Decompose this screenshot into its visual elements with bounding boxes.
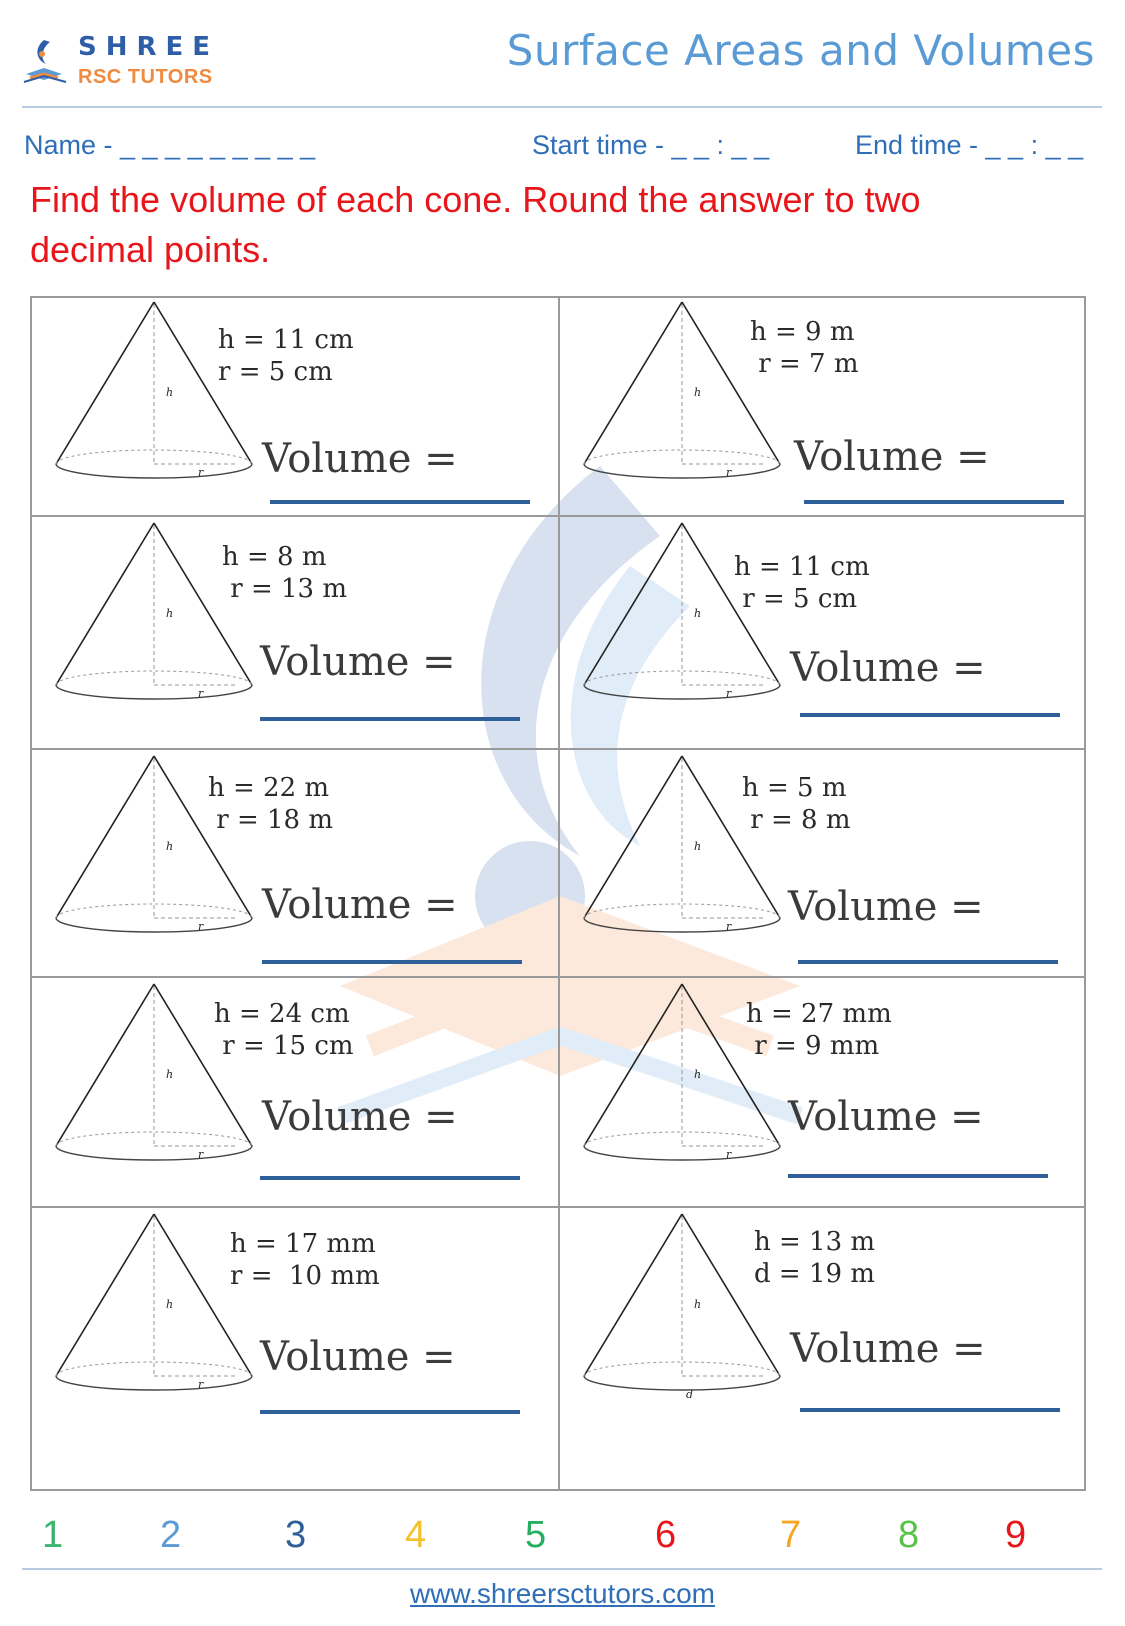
volume-label: Volume = xyxy=(790,1326,986,1372)
height-mark: h xyxy=(694,386,702,399)
cone-dimensions: h = 9 m r = 7 m xyxy=(750,317,859,379)
page-number-5: 5 xyxy=(525,1514,547,1556)
page-title: Surface Areas and Volumes xyxy=(506,26,1095,75)
cone-problem-6 xyxy=(558,750,1086,976)
cone-problem-8 xyxy=(558,978,1086,1206)
diameter-mark: d xyxy=(686,1388,694,1401)
cone-dimensions: h = 27 mm r = 9 mm xyxy=(746,999,892,1061)
answer-line[interactable] xyxy=(270,500,530,504)
height-mark: h xyxy=(694,840,702,853)
height-mark: h xyxy=(166,607,174,620)
height-mark: h xyxy=(166,840,174,853)
radius-mark: r xyxy=(198,920,204,933)
cone-problem-1 xyxy=(30,296,558,515)
cone-grid xyxy=(30,296,1086,1491)
answer-line[interactable] xyxy=(262,960,522,964)
answer-line[interactable] xyxy=(800,1408,1060,1412)
volume-label: Volume = xyxy=(262,436,458,482)
cone-dimensions: h = 11 cm r = 5 cm xyxy=(218,325,354,387)
cone-problem-3 xyxy=(30,517,558,748)
cone-problem-2 xyxy=(558,296,1086,515)
page-number-4: 4 xyxy=(405,1514,427,1556)
volume-label: Volume = xyxy=(794,434,990,480)
radius-mark: r xyxy=(726,920,732,933)
answer-line[interactable] xyxy=(260,717,520,721)
cone-dimensions: h = 24 cm r = 15 cm xyxy=(214,999,354,1061)
height-mark: h xyxy=(694,607,702,620)
answer-line[interactable] xyxy=(798,960,1058,964)
cone-dimensions: h = 13 m d = 19 m xyxy=(754,1227,876,1289)
volume-label: Volume = xyxy=(788,1094,984,1140)
cone-dimensions: h = 22 m r = 18 m xyxy=(208,773,334,835)
answer-line[interactable] xyxy=(788,1174,1048,1178)
cone-problem-10 xyxy=(558,1208,1086,1491)
page-number-6: 6 xyxy=(655,1514,677,1556)
radius-mark: r xyxy=(198,466,204,479)
cone-problem-4 xyxy=(558,517,1086,748)
page-number-3: 3 xyxy=(285,1514,307,1556)
cone-problem-9 xyxy=(30,1208,558,1491)
cone-dimensions: h = 17 mm r = 10 mm xyxy=(230,1229,380,1291)
website-link[interactable]: www.shreersctutors.com xyxy=(410,1578,715,1609)
radius-mark: r xyxy=(726,1148,732,1161)
header-divider xyxy=(22,106,1102,108)
name-field: Name - _ _ _ _ _ _ _ _ _ xyxy=(24,130,316,160)
logo xyxy=(22,30,242,92)
radius-mark: r xyxy=(726,687,732,700)
cone-figure-icon xyxy=(576,521,788,713)
cone-dimensions: h = 8 m r = 13 m xyxy=(222,542,348,604)
height-mark: h xyxy=(166,1068,174,1081)
height-mark: h xyxy=(166,386,174,399)
radius-mark: r xyxy=(198,1378,204,1391)
instruction-text: Find the volume of each cone. Round the answer to two decimal points. xyxy=(30,179,921,270)
start-time-field: Start time - _ _ : _ _ xyxy=(532,130,770,160)
answer-line[interactable] xyxy=(800,713,1060,717)
height-mark: h xyxy=(694,1068,702,1081)
volume-label: Volume = xyxy=(788,884,984,930)
page-number-2: 2 xyxy=(160,1514,182,1556)
page-number-7: 7 xyxy=(780,1514,802,1556)
page-number-1: 1 xyxy=(42,1514,64,1556)
number-strip xyxy=(30,1514,1090,1564)
cone-dimensions: h = 5 m r = 8 m xyxy=(742,773,851,835)
logo-text-shree: SHREE xyxy=(78,32,220,62)
volume-label: Volume = xyxy=(260,639,456,685)
cone-problem-7 xyxy=(30,978,558,1206)
page-number-8: 8 xyxy=(898,1514,920,1556)
radius-mark: r xyxy=(726,466,732,479)
volume-label: Volume = xyxy=(262,1094,458,1140)
answer-line[interactable] xyxy=(804,500,1064,504)
page-number-9: 9 xyxy=(1005,1514,1027,1556)
volume-label: Volume = xyxy=(262,882,458,928)
answer-line[interactable] xyxy=(260,1176,520,1180)
radius-mark: r xyxy=(198,1148,204,1161)
logo-emblem-icon xyxy=(22,34,70,86)
cone-problem-5 xyxy=(30,750,558,976)
logo-text-rsc-tutors: RSC TUTORS xyxy=(78,66,213,88)
answer-line[interactable] xyxy=(260,1410,520,1414)
height-mark: h xyxy=(166,1298,174,1311)
volume-label: Volume = xyxy=(260,1334,456,1380)
radius-mark: r xyxy=(198,687,204,700)
cone-dimensions: h = 11 cm r = 5 cm xyxy=(734,552,870,614)
volume-label: Volume = xyxy=(790,645,986,691)
end-time-field: End time - _ _ : _ _ xyxy=(855,130,1084,160)
footer-divider xyxy=(22,1568,1102,1570)
height-mark: h xyxy=(694,1298,702,1311)
cone-figure-icon xyxy=(48,1212,260,1404)
